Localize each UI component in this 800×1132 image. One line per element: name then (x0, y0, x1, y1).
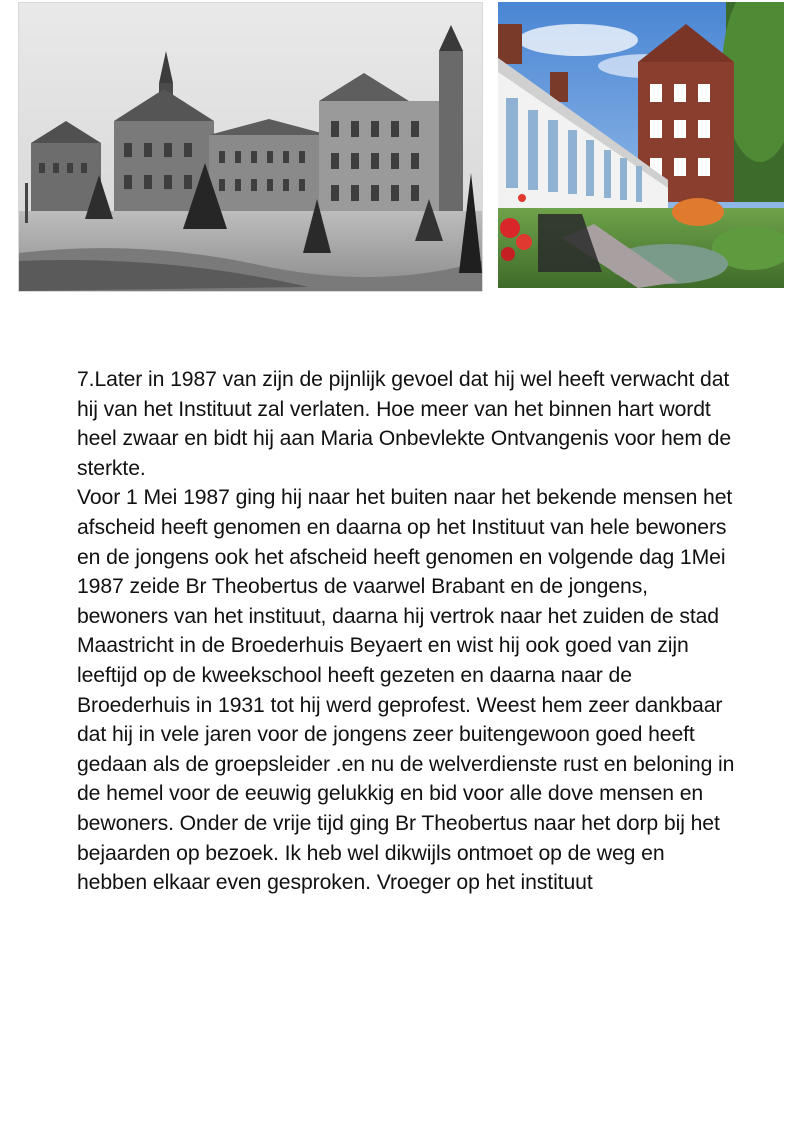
paragraph-1: 7.Later in 1987 van zijn de pijnlijk gevoel dat hij wel heeft verwacht dat hij van het Instituut zal verlaten. Hoe meer van het binnen hart wordt heel zwaar en bidt hij aan Maria Onbevlekte Ontvangenis voor hem de sterkte. (77, 368, 732, 480)
body-text (77, 365, 737, 898)
paragraph-2: Voor 1 Mei 1987 ging hij naar het buiten naar het bekende mensen het afscheid heeft genomen en daarna op het Instituut van hele bewoners en de jongens ook het afscheid heeft genomen en volgende dag 1Mei 1987 zeide Br Theobertus de vaarwel Brabant en de jongens, bewoners van het instituut, daarna hij vertrok naar het zuiden de stad Maastricht in de Broederhuis Beyaert en wist hij ook goed van zijn leeftijd op de kweekschool heeft gezeten en daarna naar de Broederhuis in 1931 tot hij werd geprofest. Weest hem zeer dankbaar dat hij in vele jaren voor de jongens zeer buitengewoon goed heeft gedaan als de groepsleider .en nu de welverdienste rust en beloning in de hemel voor de eeuwig gelukkig en bid voor alle dove mensen en bewoners. Onder de vrije tijd ging Br Theobertus naar het dorp bij het bejaarden op bezoek. Ik heb wel dikwijls ontmoet op de weg en hebben elkaar even gesproken. Vroeger op het instituut (77, 486, 735, 895)
historic-institute-building-photo-icon (19, 3, 482, 291)
modern-courtyard-garden-photo-icon (498, 2, 784, 288)
modern-courtyard-photo (498, 2, 784, 288)
historic-institute-photo (18, 2, 483, 292)
